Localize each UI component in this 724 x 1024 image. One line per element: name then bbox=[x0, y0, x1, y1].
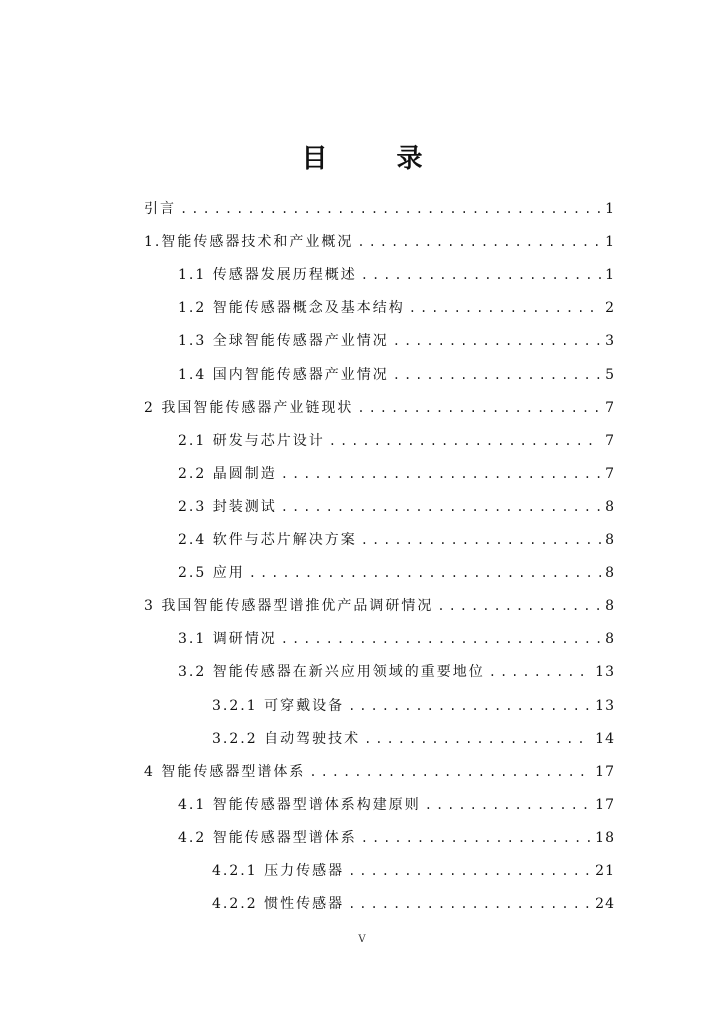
toc-entry-label: 2.3 封装测试 bbox=[178, 499, 277, 515]
toc-title: 目 录 bbox=[301, 144, 453, 174]
toc-entry-page-number: 14 bbox=[595, 731, 615, 747]
toc-dot-leader bbox=[281, 624, 601, 654]
toc-dot-leader bbox=[425, 790, 591, 820]
toc-entry-label: 2.2 晶圆制造 bbox=[178, 466, 277, 482]
toc-entry[interactable] bbox=[178, 326, 615, 356]
toc-entry-page-number: 8 bbox=[605, 598, 615, 614]
toc-dot-leader bbox=[393, 360, 601, 390]
toc-entry-label: 3 我国智能传感器型谱推优产品调研情况 bbox=[144, 598, 434, 614]
toc-entry-page-number: 8 bbox=[605, 631, 615, 647]
toc-entry[interactable] bbox=[178, 624, 615, 654]
toc-entry[interactable] bbox=[178, 492, 615, 522]
toc-entry[interactable] bbox=[178, 558, 615, 588]
toc-entry-label: 4.2 智能传感器型谱体系 bbox=[178, 830, 357, 846]
toc-entry-page-number: 17 bbox=[595, 797, 615, 813]
toc-entry-label: 2.4 软件与芯片解决方案 bbox=[178, 532, 357, 548]
toc-entry[interactable] bbox=[212, 691, 615, 721]
toc-entry[interactable] bbox=[178, 293, 615, 323]
toc-entry[interactable] bbox=[178, 260, 615, 290]
toc-entry[interactable] bbox=[144, 227, 615, 257]
toc-entry-page-number: 13 bbox=[595, 664, 615, 680]
toc-dot-leader bbox=[281, 459, 601, 489]
toc-entry-page-number: 8 bbox=[605, 532, 615, 548]
toc-dot-leader bbox=[357, 227, 601, 257]
toc-entry[interactable] bbox=[178, 459, 615, 489]
toc-dot-leader bbox=[348, 889, 591, 919]
toc-entry[interactable] bbox=[178, 823, 615, 853]
toc-entry-label: 3.2 智能传感器在新兴应用领域的重要地位 bbox=[178, 664, 485, 680]
toc-entry[interactable] bbox=[144, 591, 615, 621]
toc-entry-label: 2 我国智能传感器产业链现状 bbox=[144, 400, 354, 416]
toc-entry-page-number: 18 bbox=[595, 830, 615, 846]
toc-entry-page-number: 21 bbox=[595, 863, 615, 879]
toc-entry-page-number: 17 bbox=[595, 764, 615, 780]
toc-dot-leader bbox=[361, 260, 601, 290]
toc-dot-leader bbox=[281, 492, 601, 522]
toc-entry-label: 3.2.2 自动驾驶技术 bbox=[212, 731, 361, 747]
toc-entry-page-number: 8 bbox=[605, 565, 615, 581]
toc-entry-label: 2.1 研发与芯片设计 bbox=[178, 433, 325, 449]
toc-entry-page-number: 8 bbox=[605, 499, 615, 515]
toc-entry[interactable] bbox=[212, 889, 615, 919]
toc-dot-leader bbox=[180, 194, 601, 224]
toc-dot-leader bbox=[249, 558, 601, 588]
toc-entry-label: 4 智能传感器型谱体系 bbox=[144, 764, 306, 780]
toc-entry-page-number: 5 bbox=[605, 367, 615, 383]
toc-entry[interactable] bbox=[144, 757, 615, 787]
toc-dot-leader bbox=[357, 393, 601, 423]
toc-entry-page-number: 2 bbox=[605, 300, 615, 316]
toc-entry-page-number: 7 bbox=[605, 400, 615, 416]
toc-entry-page-number: 7 bbox=[605, 466, 615, 482]
toc-entry-label: 4.2.1 压力传感器 bbox=[212, 863, 345, 879]
toc-dot-leader bbox=[348, 856, 591, 886]
toc-dot-leader bbox=[348, 691, 591, 721]
toc-entry[interactable] bbox=[178, 657, 615, 687]
toc-entry-label: 1.4 国内智能传感器产业情况 bbox=[178, 367, 389, 383]
toc-entry-page-number: 1 bbox=[605, 234, 615, 250]
toc-entry-label: 3.1 调研情况 bbox=[178, 631, 277, 647]
toc-entry-label: 1.智能传感器技术和产业概况 bbox=[144, 234, 354, 250]
toc-dot-leader bbox=[409, 293, 601, 323]
toc-entry[interactable] bbox=[178, 525, 615, 555]
toc-entry-page-number: 3 bbox=[605, 333, 615, 349]
toc-entry[interactable] bbox=[144, 393, 615, 423]
toc-dot-leader bbox=[437, 591, 601, 621]
toc-entry-page-number: 1 bbox=[605, 267, 615, 283]
toc-entry-label: 2.5 应用 bbox=[178, 565, 245, 581]
toc-entry-page-number: 1 bbox=[605, 201, 615, 217]
toc-dot-leader bbox=[489, 657, 591, 687]
toc-entry-page-number: 7 bbox=[605, 433, 615, 449]
toc-entry-page-number: 13 bbox=[595, 698, 615, 714]
toc-dot-leader bbox=[361, 823, 591, 853]
toc-entry-label: 引言 bbox=[144, 201, 176, 217]
toc-entry-label: 1.2 智能传感器概念及基本结构 bbox=[178, 300, 405, 316]
toc-entry[interactable] bbox=[212, 724, 615, 754]
toc-entry-label: 4.1 智能传感器型谱体系构建原则 bbox=[178, 797, 421, 813]
toc-entry[interactable] bbox=[144, 194, 615, 224]
toc-dot-leader bbox=[393, 326, 601, 356]
toc-entry[interactable] bbox=[178, 790, 615, 820]
toc-entry-label: 1.3 全球智能传感器产业情况 bbox=[178, 333, 389, 349]
toc-entry-label: 4.2.2 惯性传感器 bbox=[212, 896, 345, 912]
toc-dot-leader bbox=[309, 757, 591, 787]
toc-entry-label: 1.1 传感器发展历程概述 bbox=[178, 267, 357, 283]
toc-dot-leader bbox=[329, 426, 601, 456]
toc-entry-page-number: 24 bbox=[595, 896, 615, 912]
toc-entry[interactable] bbox=[178, 426, 615, 456]
toc-entry[interactable] bbox=[212, 856, 615, 886]
toc-entry[interactable] bbox=[178, 360, 615, 390]
toc-dot-leader bbox=[364, 724, 591, 754]
toc-entry-label: 3.2.1 可穿戴设备 bbox=[212, 698, 345, 714]
page-number: V bbox=[358, 934, 366, 945]
toc-dot-leader bbox=[361, 525, 601, 555]
